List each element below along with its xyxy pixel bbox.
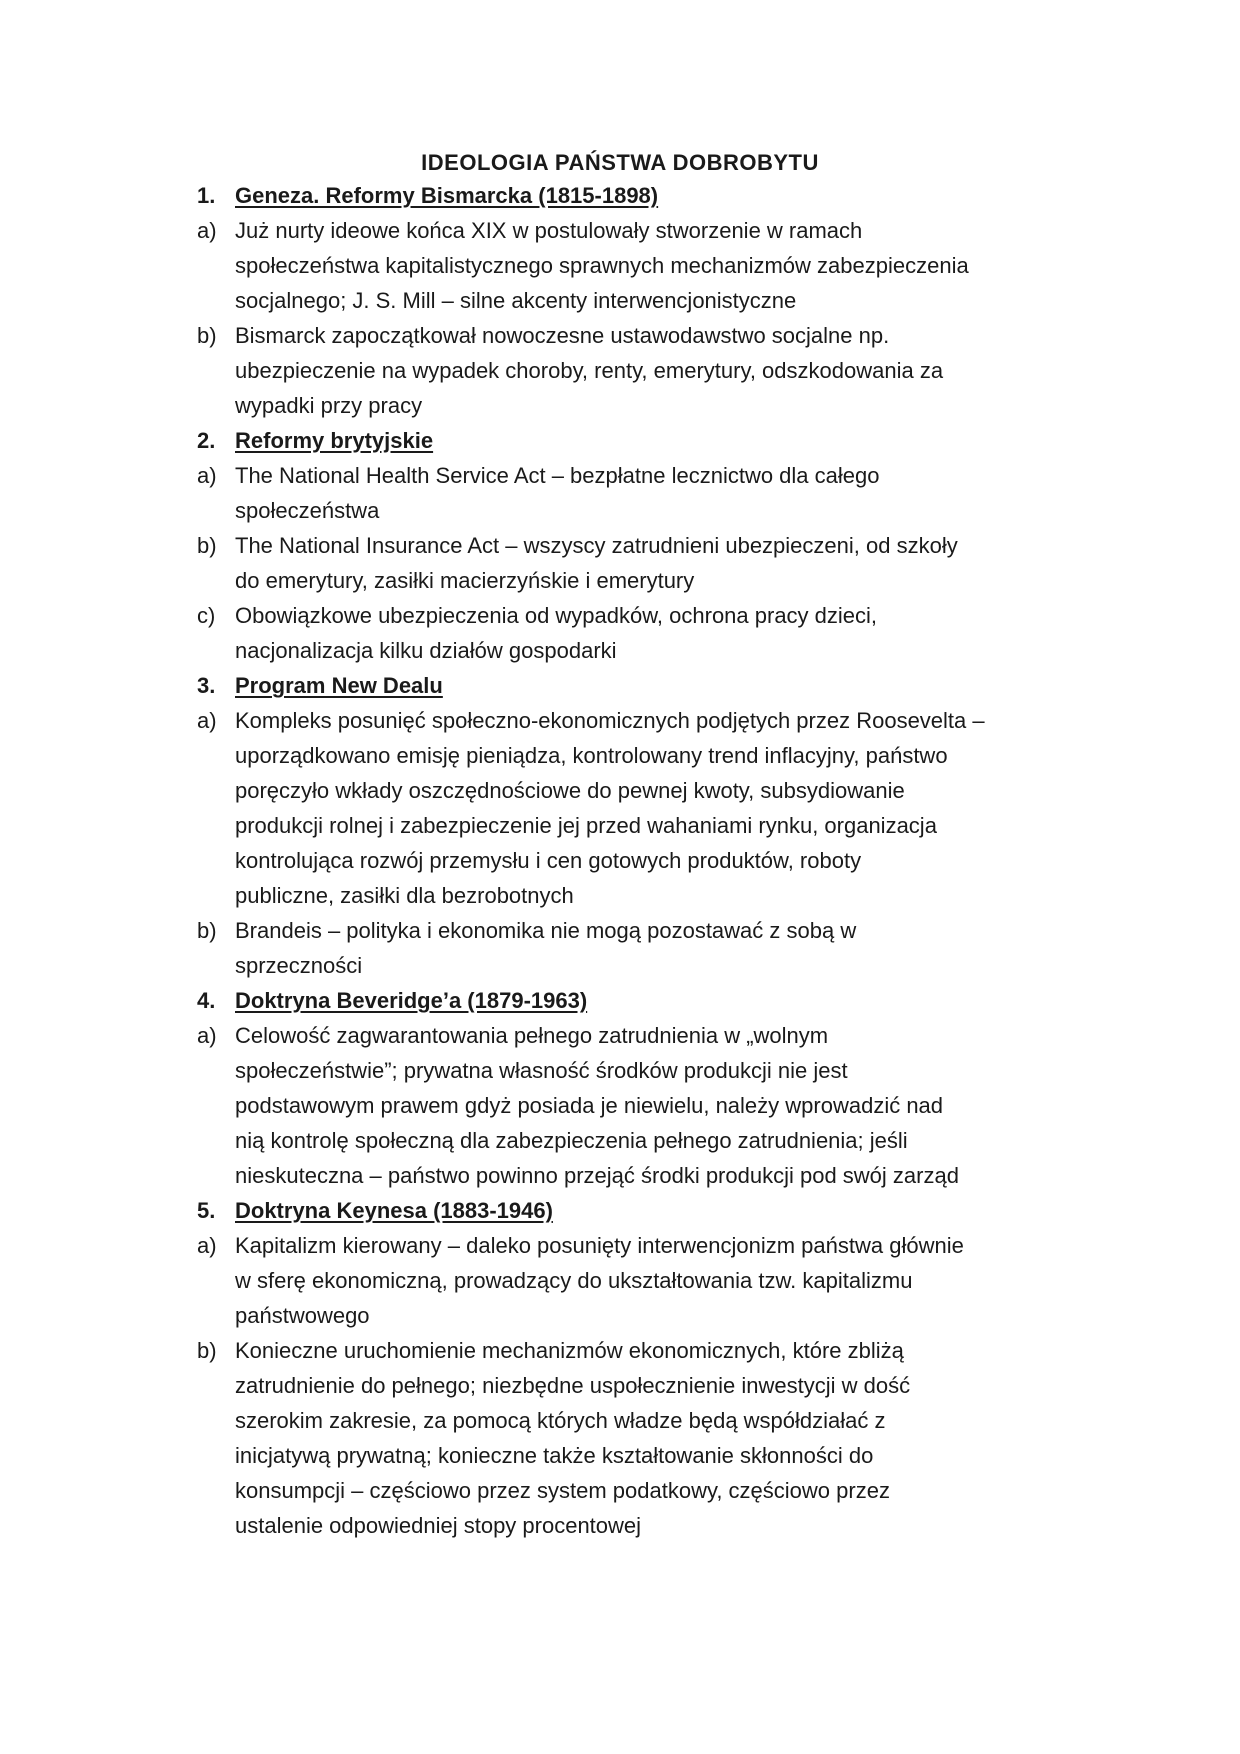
section-heading	[197, 668, 1037, 703]
list-item	[197, 528, 1037, 563]
list-item-continuation	[197, 948, 1037, 983]
item-text-line: The National Insurance Act – wszyscy zatrudnieni ubezpieczeni, od szkoły	[235, 533, 958, 558]
list-item	[197, 703, 1037, 738]
list-item-continuation	[197, 353, 1037, 388]
list-item	[197, 458, 1037, 493]
list-item	[197, 318, 1037, 353]
section-heading	[197, 1193, 1037, 1228]
section-heading	[197, 983, 1037, 1018]
list-item	[197, 598, 1037, 633]
document-title: IDEOLOGIA PAŃSTWA DOBROBYTU	[421, 150, 819, 175]
item-text-line: uporządkowano emisję pieniądza, kontrolowany trend inflacyjny, państwo	[235, 743, 948, 768]
item-text-line: Celowość zagwarantowania pełnego zatrudnienia w „wolnym	[235, 1023, 829, 1048]
item-text-line: ustalenie odpowiedniej stopy procentowej	[235, 1513, 642, 1538]
section-title: Doktryna Keynesa (1883-1946)	[235, 1198, 553, 1223]
item-text-line: Kapitalizm kierowany – daleko posunięty interwencjonizm państwa głównie	[235, 1233, 964, 1258]
item-marker: b)	[197, 323, 217, 348]
list-item-continuation	[197, 493, 1037, 528]
item-marker: a)	[197, 1023, 217, 1048]
list-item-continuation	[197, 633, 1037, 668]
section-number: 3.	[197, 673, 216, 698]
list-item-continuation	[197, 1298, 1037, 1333]
item-text-line: produkcji rolnej i zabezpieczenie jej przed wahaniami rynku, organizacja	[235, 813, 937, 838]
item-text-line: nią kontrolę społeczną dla zabezpieczenia pełnego zatrudnienia; jeśli	[235, 1128, 908, 1153]
list-item-continuation	[197, 808, 1037, 843]
item-text-line: zatrudnienie do pełnego; niezbędne uspołecznienie inwestycji w dość	[235, 1373, 911, 1398]
list-item	[197, 1018, 1037, 1053]
item-text-line: społeczeństwa kapitalistycznego sprawnych mechanizmów zabezpieczenia	[235, 253, 969, 278]
item-text-line: do emerytury, zasiłki macierzyńskie i emerytury	[235, 568, 695, 593]
item-text-line: społeczeństwie”; prywatna własność środków produkcji nie jest	[235, 1058, 848, 1083]
list-item-continuation	[197, 1368, 1037, 1403]
item-text-line: Konieczne uruchomienie mechanizmów ekonomicznych, które zbliżą	[235, 1338, 904, 1363]
list-item-continuation	[197, 773, 1037, 808]
section-title: Program New Dealu	[235, 673, 443, 698]
item-text-line: podstawowym prawem gdyż posiada je niewielu, należy wprowadzić nad	[235, 1093, 944, 1118]
section-title: Doktryna Beveridge’a (1879-1963)	[235, 988, 588, 1013]
item-marker: a)	[197, 463, 217, 488]
item-text-line: The National Health Service Act – bezpłatne lecznictwo dla całego	[235, 463, 880, 488]
item-text-line: kontrolująca rozwój przemysłu i cen gotowych produktów, roboty	[235, 848, 862, 873]
item-text-line: Już nurty ideowe końca XIX w postulowały stworzenie w ramach	[235, 218, 863, 243]
list-item-continuation	[197, 1088, 1037, 1123]
item-text-line: nieskuteczna – państwo powinno przejąć środki produkcji pod swój zarząd	[235, 1163, 959, 1188]
list-item-continuation	[197, 1123, 1037, 1158]
item-text-line: konsumpcji – częściowo przez system podatkowy, częściowo przez	[235, 1478, 890, 1503]
section-number: 4.	[197, 988, 216, 1013]
item-text-line: nacjonalizacja kilku działów gospodarki	[235, 638, 617, 663]
item-text-line: ubezpieczenie na wypadek choroby, renty, emerytury, odszkodowania za	[235, 358, 944, 383]
item-text-line: wypadki przy pracy	[235, 393, 423, 418]
item-text-line: Obowiązkowe ubezpieczenia od wypadków, ochrona pracy dzieci,	[235, 603, 878, 628]
list-item	[197, 913, 1037, 948]
list-item-continuation	[197, 388, 1037, 423]
list-item-continuation	[197, 1508, 1037, 1543]
list-item-continuation	[197, 878, 1037, 913]
item-text-line: sprzeczności	[235, 953, 363, 978]
item-marker: c)	[197, 603, 216, 628]
list-item-continuation	[197, 1263, 1037, 1298]
item-text-line: szerokim zakresie, za pomocą których władze będą współdziałać z	[235, 1408, 886, 1433]
list-item-continuation	[197, 738, 1037, 773]
list-item-continuation	[197, 1053, 1037, 1088]
list-item	[197, 1228, 1037, 1263]
item-text-line: socjalnego; J. S. Mill – silne akcenty interwencjonistyczne	[235, 288, 797, 313]
item-text-line: Kompleks posunięć społeczno-ekonomicznych podjętych przez Roosevelta –	[235, 708, 985, 733]
list-item-continuation	[197, 1158, 1037, 1193]
item-text-line: Bismarck zapoczątkował nowoczesne ustawodawstwo socjalne np.	[235, 323, 890, 348]
document-body	[197, 178, 1037, 1543]
list-item-continuation	[197, 1473, 1037, 1508]
list-item	[197, 1333, 1037, 1368]
list-item	[197, 213, 1037, 248]
item-marker: a)	[197, 708, 217, 733]
section-title: Reformy brytyjskie	[235, 428, 434, 453]
section-number: 1.	[197, 183, 216, 208]
item-marker: a)	[197, 1233, 217, 1258]
item-text-line: publiczne, zasiłki dla bezrobotnych	[235, 883, 574, 908]
item-marker: b)	[197, 1338, 217, 1363]
list-item-continuation	[197, 843, 1037, 878]
item-text-line: społeczeństwa	[235, 498, 380, 523]
item-text-line: inicjatywą prywatną; konieczne także kształtowanie skłonności do	[235, 1443, 874, 1468]
list-item-continuation	[197, 1438, 1037, 1473]
item-text-line: Brandeis – polityka i ekonomika nie mogą pozostawać z sobą w	[235, 918, 857, 943]
item-text-line: państwowego	[235, 1303, 370, 1328]
item-marker: b)	[197, 918, 217, 943]
section-number: 5.	[197, 1198, 216, 1223]
list-item-continuation	[197, 1403, 1037, 1438]
section-heading	[197, 423, 1037, 458]
item-marker: b)	[197, 533, 217, 558]
list-item-continuation	[197, 283, 1037, 318]
item-text-line: w sferę ekonomiczną, prowadzący do ukształtowania tzw. kapitalizmu	[235, 1268, 913, 1293]
section-title: Geneza. Reformy Bismarcka (1815-1898)	[235, 183, 659, 208]
list-item-continuation	[197, 563, 1037, 598]
section-heading	[197, 178, 1037, 213]
item-text-line: poręczyło wkłady oszczędnościowe do pewnej kwoty, subsydiowanie	[235, 778, 905, 803]
item-marker: a)	[197, 218, 217, 243]
section-number: 2.	[197, 428, 216, 453]
list-item-continuation	[197, 248, 1037, 283]
